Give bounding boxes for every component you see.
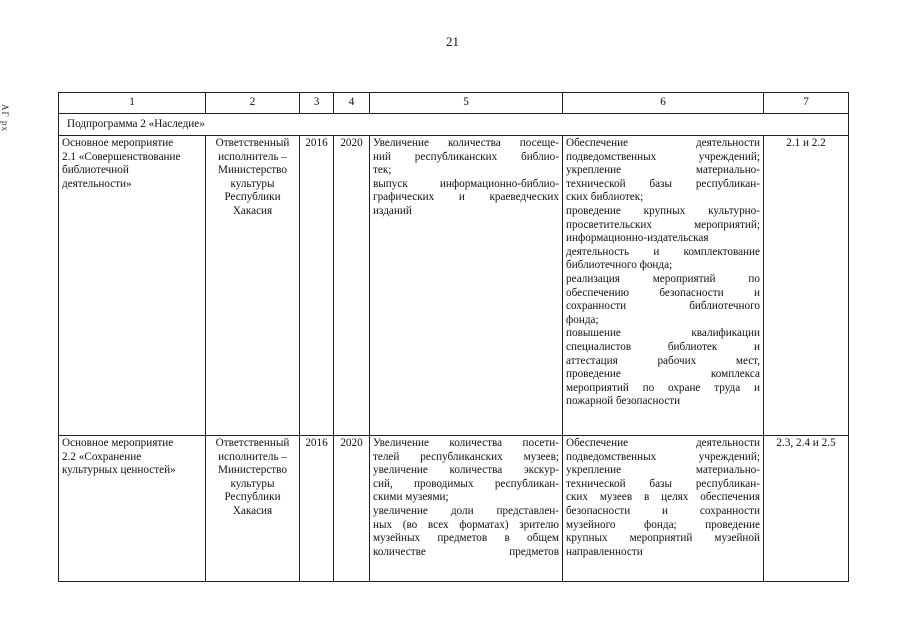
table-row — [59, 136, 849, 436]
text-line: Министерство — [218, 164, 287, 177]
text-line: музейного фонда; проведение — [566, 518, 760, 531]
executor-cell — [206, 136, 300, 436]
expected-result-cell — [370, 136, 563, 436]
executor-cell — [206, 436, 300, 582]
indicator-link-cell: 2.1 и 2.2 — [764, 136, 849, 436]
subprogram-row — [59, 114, 849, 136]
text-line: Ответственный — [215, 437, 290, 449]
measure-name-cell — [59, 136, 206, 436]
text-line: телей республиканских музеев; — [373, 450, 559, 463]
text-line: технической базы республикан- — [566, 477, 760, 490]
table-header-row — [59, 93, 849, 114]
text-line: подведомственных учреждений; — [566, 450, 760, 463]
table-row — [59, 436, 849, 582]
header-cell-6: 6 — [563, 93, 764, 114]
text-line: ных (во всех форматах) зрителю — [373, 518, 559, 531]
program-table — [58, 92, 849, 582]
text-line: Республики — [224, 491, 281, 504]
text-line: сий, проводимых республикан- — [373, 477, 559, 490]
end-year-cell: 2020 — [334, 436, 370, 582]
text-line: выпуск информационно-библио- — [373, 177, 559, 190]
text-line: Хакасия — [232, 204, 273, 217]
main-activities-cell — [563, 136, 764, 436]
text-line: Обеспечение деятельности — [566, 437, 760, 449]
text-line: количестве предметов — [373, 545, 559, 558]
side-margin-mark: АГ рх — [0, 104, 10, 132]
text-line: фонда; — [566, 313, 599, 326]
text-line: обеспечению безопасности и — [566, 286, 760, 299]
header-cell-4: 4 — [334, 93, 370, 114]
text-line: изданий — [373, 204, 412, 217]
text-line: культурных ценностей» — [62, 464, 176, 477]
end-year-cell: 2020 — [334, 136, 370, 436]
text-line: тек; — [373, 164, 392, 177]
text-line: Основное мероприятие — [62, 137, 174, 149]
text-line: исполнитель – — [218, 150, 287, 163]
start-year-cell: 2016 — [300, 136, 334, 436]
text-line: крупных мероприятий музейной — [566, 532, 760, 545]
start-year-cell: 2016 — [300, 436, 334, 582]
text-line: Республики — [224, 191, 281, 204]
text-line: Увеличение количества посети- — [373, 437, 559, 449]
header-cell-3: 3 — [300, 93, 334, 114]
header-cell-1: 1 — [59, 93, 206, 114]
text-line: графических и краеведческих — [373, 191, 559, 204]
text-line: специалистов библиотек и — [566, 340, 760, 353]
text-line: 2.2 «Сохранение — [62, 450, 142, 463]
text-line: повышение квалификации — [566, 327, 760, 340]
text-line: пожарной безопасности — [566, 395, 681, 408]
text-line: увеличение количества экскур- — [373, 464, 559, 477]
text-line: библиотечной — [62, 164, 129, 177]
text-line: сохранности библиотечного — [566, 300, 760, 313]
header-cell-7: 7 — [764, 93, 849, 114]
text-line: 2.1 «Совершенствование — [62, 150, 181, 163]
text-line: культуры — [230, 477, 275, 490]
text-line: укрепление материально- — [566, 164, 760, 177]
page-number: 21 — [446, 34, 459, 49]
main-activities-cell — [563, 436, 764, 582]
text-line: ских библиотек; — [566, 191, 644, 204]
text-line: увеличение доли представлен- — [373, 504, 559, 517]
text-line: Увеличение количества посеще- — [373, 137, 559, 149]
text-line: Хакасия — [232, 504, 273, 517]
text-line: безопасности и сохранности — [566, 504, 760, 517]
header-cell-2: 2 — [206, 93, 300, 114]
text-line: музейных предметов в общем — [373, 532, 559, 545]
text-line: ний республиканских библио- — [373, 150, 559, 163]
subprogram-title: Подпрограмма 2 «Наследие» — [59, 114, 849, 136]
text-line: ских музеев в целях обеспечения — [566, 491, 760, 504]
text-line: проведение крупных культурно- — [566, 204, 760, 217]
text-line: Ответственный — [215, 137, 290, 149]
text-line: Основное мероприятие — [62, 437, 174, 449]
text-line: подведомственных учреждений; — [566, 150, 760, 163]
text-line: проведение комплекса — [566, 368, 760, 381]
text-line: деятельности» — [62, 177, 132, 190]
text-line: аттестация рабочих мест, — [566, 354, 760, 367]
text-line: технической базы республикан- — [566, 177, 760, 190]
text-line: исполнитель – — [218, 450, 287, 463]
text-line: направленности — [566, 545, 643, 558]
text-line: укрепление материально- — [566, 464, 760, 477]
header-cell-5: 5 — [370, 93, 563, 114]
text-line: Министерство — [218, 464, 287, 477]
text-line: культуры — [230, 177, 275, 190]
text-line: деятельность и комплектование — [566, 245, 760, 258]
text-line: информационно-издательская — [566, 232, 709, 245]
text-line: Обеспечение деятельности — [566, 137, 760, 149]
text-line: реализация мероприятий по — [566, 272, 760, 285]
text-line: мероприятий по охране труда и — [566, 381, 760, 394]
measure-name-cell — [59, 436, 206, 582]
expected-result-cell — [370, 436, 563, 582]
indicator-link-cell: 2.3, 2.4 и 2.5 — [764, 436, 849, 582]
text-line: просветительских мероприятий; — [566, 218, 760, 231]
text-line: скими музеями; — [373, 491, 449, 504]
text-line: библиотечного фонда; — [566, 259, 673, 272]
